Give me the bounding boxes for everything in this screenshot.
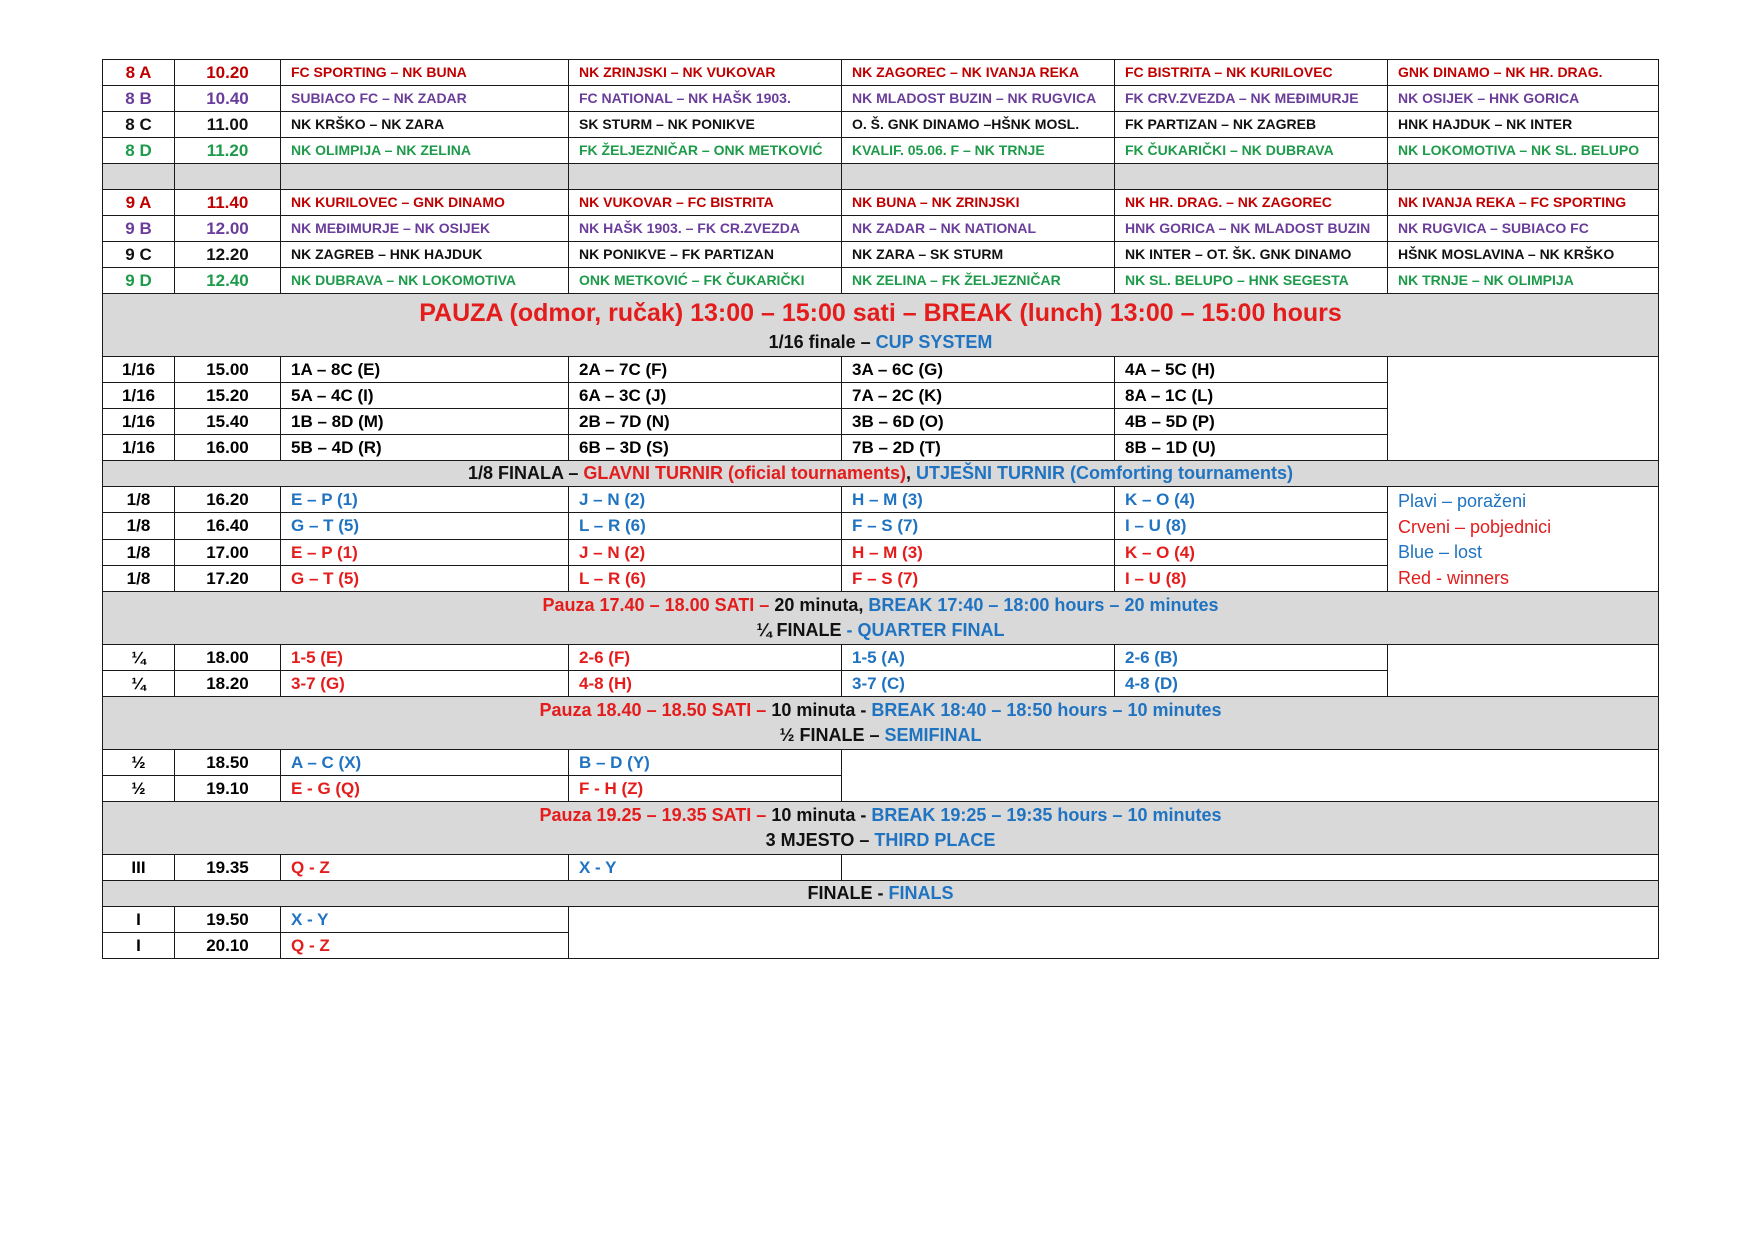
match-cell: 1A – 8C (E) [281, 357, 569, 383]
round-of-32-row [103, 357, 1659, 383]
group-code: 8 A [103, 60, 175, 86]
match-cell: NK RUGVICA – SUBIACO FC [1388, 216, 1659, 242]
schedule-body [103, 60, 1659, 959]
kickoff-time: 16.00 [175, 435, 281, 461]
kickoff-time: 15.20 [175, 383, 281, 409]
legend-entry: Crveni – pobjednici [1398, 516, 1552, 537]
kickoff-time: 10.20 [175, 60, 281, 86]
round-label: 1/8 [103, 487, 175, 513]
stage-label: ¼ FINALE [756, 620, 847, 640]
match-cell: KVALIF. 05.06. F – NK TRNJE [842, 138, 1115, 164]
match-cell: SUBIACO FC – NK ZADAR [281, 86, 569, 112]
match-cell: I – U (8) [1115, 565, 1388, 591]
match-cell: 4-8 (D) [1115, 671, 1388, 697]
kickoff-time: 12.40 [175, 268, 281, 294]
match-cell: HNK GORICA – NK MLADOST BUZIN [1115, 216, 1388, 242]
break-label: Pauza 18.40 – 18.50 SATI – [539, 700, 772, 720]
match-cell: E – P (1) [281, 539, 569, 565]
match-cell: 2B – 7D (N) [569, 409, 842, 435]
stage-title-line [103, 618, 1658, 643]
match-cell: X - Y [569, 855, 842, 881]
match-cell: F – S (7) [842, 565, 1115, 591]
group-code: 8 D [103, 138, 175, 164]
match-cell: H – M (3) [842, 539, 1115, 565]
match-cell: O. Š. GNK DINAMO –HŠNK MOSL. [842, 112, 1115, 138]
match-cell: 1-5 (E) [281, 645, 569, 671]
group-code: 9 C [103, 242, 175, 268]
legend-entry: Plavi – poraženi [1398, 491, 1527, 511]
break-label: 10 minuta - [771, 805, 872, 825]
match-cell: E - G (Q) [281, 776, 569, 802]
match-cell: 4-8 (H) [569, 671, 842, 697]
finals-header-row [103, 881, 1659, 907]
match-cell: NK MEĐIMURJE – NK OSIJEK [281, 216, 569, 242]
round-label: I [103, 933, 175, 959]
break-label: 20 minuta, [774, 595, 869, 615]
match-cell: NK HAŠK 1903. – FK CR.ZVEZDA [569, 216, 842, 242]
header-label: FINALS [888, 883, 954, 903]
gap-cell [569, 164, 842, 190]
round-label: 1/16 [103, 435, 175, 461]
match-cell: NK ZARA – SK STURM [842, 242, 1115, 268]
kickoff-time: 18.50 [175, 750, 281, 776]
match-cell: G – T (5) [281, 565, 569, 591]
match-cell: NK MLADOST BUZIN – NK RUGVICA [842, 86, 1115, 112]
empty-cell [842, 855, 1659, 881]
stage-label: ½ FINALE – [779, 725, 885, 745]
match-cell: F – S (7) [842, 513, 1115, 539]
group-row [103, 242, 1659, 268]
quarter-final-break-band-row [103, 592, 1659, 645]
match-cell: 6B – 3D (S) [569, 435, 842, 461]
round-of-32-header [103, 330, 1658, 354]
match-cell: 2-6 (B) [1115, 645, 1388, 671]
match-cell: 3A – 6C (G) [842, 357, 1115, 383]
kickoff-time: 19.50 [175, 907, 281, 933]
kickoff-time: 11.00 [175, 112, 281, 138]
break-time-line [103, 698, 1658, 723]
break-label: BREAK 17:40 – 18:00 hours – 20 minutes [868, 595, 1219, 615]
third-place-row [103, 855, 1659, 881]
match-cell: FC SPORTING – NK BUNA [281, 60, 569, 86]
match-cell: FK ČUKARIČKI – NK DUBRAVA [1115, 138, 1388, 164]
match-cell: 2A – 7C (F) [569, 357, 842, 383]
match-cell: ONK METKOVIĆ – FK ČUKARIČKI [569, 268, 842, 294]
match-cell: NK KRŠKO – NK ZARA [281, 112, 569, 138]
match-cell: I – U (8) [1115, 513, 1388, 539]
kickoff-time: 18.20 [175, 671, 281, 697]
match-cell: NK PONIKVE – FK PARTIZAN [569, 242, 842, 268]
match-cell: FC NATIONAL – NK HAŠK 1903. [569, 86, 842, 112]
semi-final-break-band [103, 697, 1659, 750]
empty-cell [1388, 645, 1659, 697]
match-cell: Q - Z [281, 855, 569, 881]
break-label: BREAK 18:40 – 18:50 hours – 10 minutes [871, 700, 1222, 720]
kickoff-time: 10.40 [175, 86, 281, 112]
kickoff-time: 12.00 [175, 216, 281, 242]
match-cell: 1-5 (A) [842, 645, 1115, 671]
color-legend [1388, 487, 1659, 592]
match-cell: L – R (6) [569, 565, 842, 591]
kickoff-time: 15.40 [175, 409, 281, 435]
match-cell: HNK HAJDUK – NK INTER [1388, 112, 1659, 138]
finals-header [103, 881, 1659, 907]
final-row [103, 907, 1659, 933]
lunch-break-band [103, 294, 1659, 357]
match-cell: NK ZADAR – NK NATIONAL [842, 216, 1115, 242]
kickoff-time: 20.10 [175, 933, 281, 959]
match-cell: 3-7 (G) [281, 671, 569, 697]
kickoff-time: 19.10 [175, 776, 281, 802]
match-cell: B – D (Y) [569, 750, 842, 776]
match-cell: G – T (5) [281, 513, 569, 539]
empty-cell [569, 907, 1659, 959]
group-code: 9 A [103, 190, 175, 216]
match-cell: A – C (X) [281, 750, 569, 776]
stage-label: SEMIFINAL [884, 725, 982, 745]
match-cell: E – P (1) [281, 487, 569, 513]
group-row [103, 190, 1659, 216]
match-cell: NK DUBRAVA – NK LOKOMOTIVA [281, 268, 569, 294]
gap-cell [175, 164, 281, 190]
break-label: Pauza 17.40 – 18.00 SATI – [542, 595, 775, 615]
header-label: 1/8 FINALA – [467, 463, 584, 483]
header-label: , [906, 463, 917, 483]
kickoff-time: 17.00 [175, 539, 281, 565]
gap-cell [1388, 164, 1659, 190]
match-cell: 4B – 5D (P) [1115, 409, 1388, 435]
match-cell: K – O (4) [1115, 487, 1388, 513]
round-label: 1/8 [103, 513, 175, 539]
quarter-final-row [103, 645, 1659, 671]
group-row [103, 60, 1659, 86]
group-row [103, 138, 1659, 164]
match-cell: FK CRV.ZVEZDA – NK MEĐIMURJE [1115, 86, 1388, 112]
match-cell: HŠNK MOSLAVINA – NK KRŠKO [1388, 242, 1659, 268]
match-cell: F - H (Z) [569, 776, 842, 802]
round-label: ¼ [103, 671, 175, 697]
round-label: 1/8 [103, 539, 175, 565]
kickoff-time: 15.00 [175, 357, 281, 383]
match-cell: 8B – 1D (U) [1115, 435, 1388, 461]
match-cell: NK ZRINJSKI – NK VUKOVAR [569, 60, 842, 86]
round-label: 1/16 [103, 383, 175, 409]
match-cell: NK ZELINA – FK ŽELJEZNIČAR [842, 268, 1115, 294]
match-cell: J – N (2) [569, 487, 842, 513]
match-cell: 3-7 (C) [842, 671, 1115, 697]
match-cell: 5A – 4C (I) [281, 383, 569, 409]
round-of-16-header [103, 461, 1659, 487]
stage-title-line [103, 723, 1658, 748]
stage-label: - QUARTER FINAL [846, 620, 1005, 640]
quarter-final-break-band [103, 592, 1659, 645]
break-time-line [103, 593, 1658, 618]
match-cell: NK VUKOVAR – FC BISTRITA [569, 190, 842, 216]
kickoff-time: 16.40 [175, 513, 281, 539]
group-code: 9 D [103, 268, 175, 294]
match-cell: NK KURILOVEC – GNK DINAMO [281, 190, 569, 216]
schedule-table [102, 59, 1659, 959]
match-cell: H – M (3) [842, 487, 1115, 513]
break-label: 10 minuta - [771, 700, 872, 720]
group-row [103, 268, 1659, 294]
gap-row [103, 164, 1659, 190]
match-cell: 1B – 8D (M) [281, 409, 569, 435]
match-cell: GNK DINAMO – NK HR. DRAG. [1388, 60, 1659, 86]
stage-label: 3 MJESTO – [765, 830, 875, 850]
match-cell: NK TRNJE – NK OLIMPIJA [1388, 268, 1659, 294]
kickoff-time: 11.20 [175, 138, 281, 164]
semi-final-break-band-row [103, 697, 1659, 750]
lunch-break-row [103, 294, 1659, 357]
gap-cell [842, 164, 1115, 190]
group-code: 8 B [103, 86, 175, 112]
semi-final-row [103, 750, 1659, 776]
match-cell: NK ZAGOREC – NK IVANJA REKA [842, 60, 1115, 86]
round-label: 1/16 [103, 357, 175, 383]
group-code: 9 B [103, 216, 175, 242]
match-cell: NK HR. DRAG. – NK ZAGOREC [1115, 190, 1388, 216]
round-label: I [103, 907, 175, 933]
match-cell: Q - Z [281, 933, 569, 959]
round-label: ½ [103, 750, 175, 776]
kickoff-time: 19.35 [175, 855, 281, 881]
header-label: GLAVNI TURNIR (oficial tournaments) [583, 463, 907, 483]
match-cell: NK ZAGREB – HNK HAJDUK [281, 242, 569, 268]
match-cell: NK INTER – OT. ŠK. GNK DINAMO [1115, 242, 1388, 268]
lunch-break-title: PAUZA (odmor, ručak) 13:00 – 15:00 sati – BREAK (lunch) 13:00 – 15:00 hours [419, 299, 1342, 327]
legend-entry: Blue – lost [1398, 542, 1483, 562]
stage-label: THIRD PLACE [874, 830, 996, 850]
match-cell: NK SL. BELUPO – HNK SEGESTA [1115, 268, 1388, 294]
round-label: ¼ [103, 645, 175, 671]
gap-cell [281, 164, 569, 190]
match-cell: NK OSIJEK – HNK GORICA [1388, 86, 1659, 112]
match-cell: FK PARTIZAN – NK ZAGREB [1115, 112, 1388, 138]
gap-cell [1115, 164, 1388, 190]
match-cell: 4A – 5C (H) [1115, 357, 1388, 383]
kickoff-time: 12.20 [175, 242, 281, 268]
third-place-break-band [103, 802, 1659, 855]
kickoff-time: 18.00 [175, 645, 281, 671]
header-label: FINALE - [807, 883, 889, 903]
group-row [103, 86, 1659, 112]
match-cell: 6A – 3C (J) [569, 383, 842, 409]
match-cell: 7A – 2C (K) [842, 383, 1115, 409]
break-time-line [103, 803, 1658, 828]
match-cell: NK OLIMPIJA – NK ZELINA [281, 138, 569, 164]
match-cell: 3B – 6D (O) [842, 409, 1115, 435]
match-cell: NK LOKOMOTIVA – NK SL. BELUPO [1388, 138, 1659, 164]
round-label: III [103, 855, 175, 881]
legend-entry: Red - winners [1398, 567, 1510, 588]
empty-cell [1388, 357, 1659, 461]
round-label: 1/16 [103, 409, 175, 435]
header-label: 1/16 finale – [768, 332, 876, 352]
match-cell: K – O (4) [1115, 539, 1388, 565]
round-label: ½ [103, 776, 175, 802]
gap-cell [103, 164, 175, 190]
match-cell: NK IVANJA REKA – FC SPORTING [1388, 190, 1659, 216]
break-label: Pauza 19.25 – 19.35 SATI – [539, 805, 772, 825]
kickoff-time: 11.40 [175, 190, 281, 216]
stage-title-line [103, 828, 1658, 853]
group-row [103, 216, 1659, 242]
match-cell: L – R (6) [569, 513, 842, 539]
empty-cell [842, 750, 1659, 802]
match-cell: 7B – 2D (T) [842, 435, 1115, 461]
third-place-break-band-row [103, 802, 1659, 855]
match-cell: SK STURM – NK PONIKVE [569, 112, 842, 138]
match-cell: FK ŽELJEZNIČAR – ONK METKOVIĆ [569, 138, 842, 164]
match-cell: X - Y [281, 907, 569, 933]
group-row [103, 112, 1659, 138]
kickoff-time: 17.20 [175, 565, 281, 591]
round-label: 1/8 [103, 565, 175, 591]
match-cell: 2-6 (F) [569, 645, 842, 671]
group-code: 8 C [103, 112, 175, 138]
round-of-16-row [103, 487, 1659, 513]
kickoff-time: 16.20 [175, 487, 281, 513]
match-cell: 8A – 1C (L) [1115, 383, 1388, 409]
break-label: BREAK 19:25 – 19:35 hours – 10 minutes [871, 805, 1222, 825]
match-cell: 5B – 4D (R) [281, 435, 569, 461]
match-cell: NK BUNA – NK ZRINJSKI [842, 190, 1115, 216]
header-label: CUP SYSTEM [875, 332, 993, 352]
match-cell: FC BISTRITA – NK KURILOVEC [1115, 60, 1388, 86]
round-of-16-header-row [103, 461, 1659, 487]
match-cell: J – N (2) [569, 539, 842, 565]
header-label: UTJEŠNI TURNIR (Comforting tournaments) [916, 463, 1294, 483]
